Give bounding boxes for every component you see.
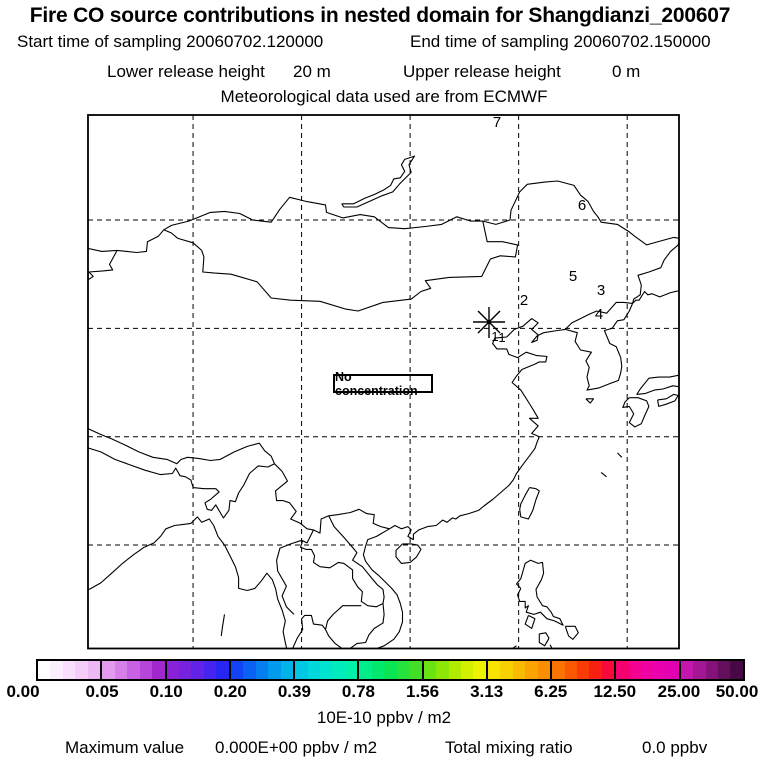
- colorbar-cell: [693, 661, 705, 679]
- end-time-label: End time of sampling: [410, 32, 569, 51]
- site-label-1: 1: [498, 330, 506, 345]
- max-value-label: Maximum value: [65, 738, 185, 757]
- colorbar-cell: [256, 661, 268, 679]
- map-feature-shikoku: [658, 394, 679, 406]
- colorbar-cell: [718, 661, 730, 679]
- colorbar-cell: [384, 661, 396, 679]
- colorbar-tick-label: 0.20: [213, 682, 247, 701]
- site-label-7: 7: [492, 114, 502, 131]
- upper-release-label: Upper release height: [403, 62, 561, 81]
- map-feature-primorye-coast: [633, 290, 681, 303]
- map-feature-vietnam-laos-border: [329, 516, 384, 604]
- colorbar-cell: [332, 661, 344, 679]
- colorbar-cell: [422, 661, 436, 679]
- star-center: [487, 320, 491, 324]
- colorbar-cell: [320, 661, 332, 679]
- colorbar-cell: [204, 661, 216, 679]
- colorbar-cell: [268, 661, 280, 679]
- map-feature-panay: [539, 633, 549, 646]
- colorbar-cell: [641, 661, 653, 679]
- colorbar-cell: [372, 661, 384, 679]
- map-feature-samar: [565, 626, 578, 639]
- map-feature-taiwan: [520, 488, 540, 519]
- no-concentration-label: No concentration: [335, 369, 418, 398]
- colorbar-cell: [127, 661, 139, 679]
- colorbar: [36, 659, 745, 681]
- colorbar-tick-label: 6.25: [534, 682, 568, 701]
- colorbar-cell: [449, 661, 461, 679]
- colorbar-cell: [706, 661, 718, 679]
- colorbar-tick-label: 0.39: [277, 682, 311, 701]
- lower-release-value: 20 m: [293, 62, 331, 81]
- upper-release-value: 0 m: [612, 62, 641, 81]
- colorbar-cell: [436, 661, 448, 679]
- colorbar-cell: [243, 661, 255, 679]
- colorbar-tick-label: 0.00: [6, 682, 40, 701]
- map-feature-thailand-myanmar-border: [277, 541, 303, 615]
- colorbar-cell: [50, 661, 62, 679]
- map-feature-luzon: [517, 560, 564, 625]
- map-feature-honshu-west: [637, 375, 681, 395]
- site-label-3: 3: [596, 282, 606, 299]
- map-feature-himalaya-border: [87, 428, 275, 464]
- colorbar-tick-label: 0.78: [341, 682, 375, 701]
- colorbar-tick-label: 50.00: [715, 682, 759, 701]
- site-label-5: 5: [568, 268, 578, 285]
- map-feature-thailand-cambodia-border: [326, 606, 362, 630]
- max-value-value: 0.000E+00 ppbv / m2: [215, 738, 378, 757]
- map-feature-china-coast: [390, 319, 566, 540]
- colorbar-cell: [538, 661, 550, 679]
- colorbar-cell: [308, 661, 320, 679]
- no-concentration-box: [333, 369, 433, 398]
- start-time-label: Start time of sampling: [17, 32, 182, 51]
- colorbar-cell: [565, 661, 577, 679]
- map-feature-andaman-islands: [221, 614, 224, 636]
- site-label-4: 4: [594, 306, 604, 323]
- colorbar-cell: [63, 661, 75, 679]
- colorbar-cell: [602, 661, 614, 679]
- colorbar-cell: [397, 661, 409, 679]
- map-feature-myanmar-bengal-india-coast: [87, 517, 288, 652]
- colorbar-tick-label: 1.56: [405, 682, 440, 701]
- colorbar-cell: [216, 661, 228, 679]
- colorbar-cell: [38, 661, 50, 679]
- colorbar-cell: [152, 661, 164, 679]
- colorbar-tick-label: 25.00: [657, 682, 701, 701]
- met-data-line: Meteorological data used are from ECMWF: [220, 87, 548, 106]
- colorbar-cell: [461, 661, 473, 679]
- map-feature-ussuri-border: [633, 238, 681, 303]
- mixing-ratio-value: 0.0 ppbv: [642, 738, 708, 757]
- colorbar-cell: [486, 661, 500, 679]
- colorbar-cell: [679, 661, 693, 679]
- colorbar-unit: 10E-10 ppbv / m2: [316, 708, 452, 727]
- colorbar-cell: [357, 661, 371, 679]
- colorbar-cell: [281, 661, 293, 679]
- colorbar-tick-label: 0.10: [149, 682, 183, 701]
- colorbar-cell: [614, 661, 628, 679]
- site-label-6: 6: [577, 197, 587, 214]
- colorbar-cell: [654, 661, 666, 679]
- map-feature-hainan: [396, 544, 421, 564]
- colorbar-cell: [589, 661, 601, 679]
- map-features: [87, 156, 681, 654]
- colorbar-cell: [115, 661, 127, 679]
- map-feature-cheju-island: [586, 399, 594, 403]
- site-label-2: 2: [519, 292, 529, 309]
- map-feature-negros: [550, 645, 557, 655]
- mixing-ratio-label: Total mixing ratio: [445, 738, 573, 757]
- lower-release-label: Lower release height: [107, 62, 265, 81]
- colorbar-cell: [550, 661, 564, 679]
- map-feature-okinawa-island: [601, 472, 607, 476]
- map-feature-kazakh-border-branch: [87, 248, 117, 251]
- colorbar-cell: [293, 661, 307, 679]
- colorbar-cell: [629, 661, 641, 679]
- site-label-1: 1: [491, 329, 499, 344]
- colorbar-tick-label: 3.13: [470, 682, 504, 701]
- colorbar-cell: [577, 661, 589, 679]
- figure-title: Fire CO source contributions in nested domain for Shangdianzi_200607: [29, 4, 731, 27]
- colorbar-cell: [666, 661, 678, 679]
- map-feature-amami-island: [617, 453, 621, 457]
- colorbar-cell: [513, 661, 525, 679]
- colorbar-cell: [88, 661, 100, 679]
- colorbar-cell: [229, 661, 243, 679]
- colorbar-cell: [191, 661, 203, 679]
- map-feature-laos-cambodia-border: [301, 530, 385, 649]
- colorbar-cell: [75, 661, 87, 679]
- colorbar-cell: [409, 661, 421, 679]
- colorbar-cell: [100, 661, 114, 679]
- colorbar-tick-label: 12.50: [593, 682, 637, 701]
- end-time-value: 20060702.150000: [573, 32, 711, 51]
- colorbar-cell: [500, 661, 512, 679]
- colorbar-cell: [140, 661, 152, 679]
- colorbar-cell: [179, 661, 191, 679]
- colorbar-cell: [165, 661, 179, 679]
- map-feature-nepal-bangladesh-borders: [87, 448, 275, 518]
- colorbar-cell: [345, 661, 357, 679]
- map-feature-kazakh-china-mongolia-borders: [87, 197, 518, 311]
- map-feature-mindoro: [525, 615, 535, 628]
- colorbar-cell: [525, 661, 537, 679]
- map-feature-palawan: [506, 646, 517, 655]
- start-time-value: 20060702.120000: [186, 32, 324, 51]
- colorbar-cell: [730, 661, 742, 679]
- colorbar-cell: [473, 661, 485, 679]
- colorbar-tick-label: 0.05: [85, 682, 119, 701]
- map-feature-vietnam-gulf-coast: [288, 529, 403, 655]
- map-feature-lake-baikal: [342, 156, 415, 207]
